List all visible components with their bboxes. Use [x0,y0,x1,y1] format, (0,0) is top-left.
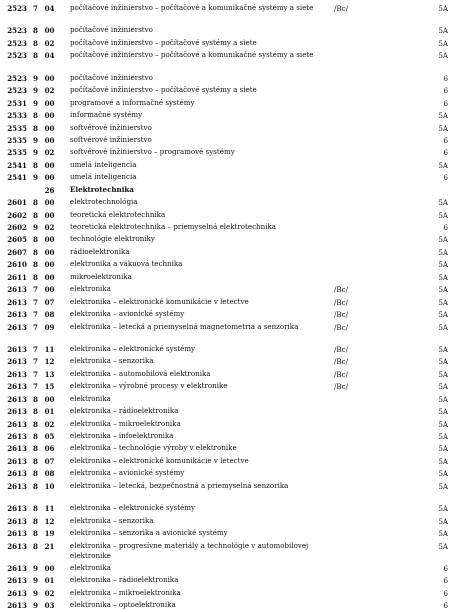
programme-level-digit: 8 [33,407,38,417]
isced-level: 5A [438,247,448,257]
programme-variant: 00 [44,247,55,257]
programme-variant: 02 [44,223,55,232]
programme-variant: 00 [44,160,55,170]
programme-name: elektronika [70,562,111,572]
programme-name: počítačové inžinierstvo – počítačové systémy a siete [70,85,257,95]
programme-name: elektronika – elektronické komunikácie v letectve [70,296,249,306]
programme-code: 2613 [7,322,27,332]
table-row [0,97,457,109]
programme-code: 2613 [7,419,27,429]
programme-name: teoretická elektrotechnika – priemyselná elektrotechnika [70,222,276,231]
programme-name: elektrotechnológia [70,197,138,207]
programme-level-digit: 9 [33,601,38,611]
table-row [0,442,457,454]
programme-name: elektronika – progresívne materiály a technológie v automobilovej elektronike [70,540,309,560]
programme-variant: 00 [44,198,55,208]
programme-name: počítačové inžinierstvo – počítačové a komunikačné systémy a siete [70,50,314,60]
table-row [0,455,457,467]
programme-code: 2613 [7,382,27,392]
programme-level-digit: 8 [33,260,38,270]
isced-level: 5A [438,432,448,441]
programme-name: elektronika – infoelektronika [70,431,174,440]
programme-code: 2613 [7,541,27,551]
isced-level: 5A [438,541,448,551]
table-row [0,380,457,392]
section-header-row [0,184,457,196]
isced-level: 5A [438,419,448,429]
programme-level-digit: 9 [33,73,38,83]
programme-code: 2535 [7,135,27,145]
table-row [0,393,457,405]
programme-name: elektronika – letecká a priemyselná magnetometria a senzorika [70,321,299,331]
programme-level-digit: 7 [33,297,38,307]
programme-code: 2535 [7,123,27,133]
programme-level-digit: 8 [33,469,38,479]
programme-variant: 00 [44,173,55,183]
programme-name: Elektrotechnika [70,184,134,194]
isced-level: 5A [438,469,448,479]
programme-code: 2523 [7,38,27,48]
programme-variant: 00 [44,285,55,295]
table-row [0,430,457,442]
programme-name: teoretická elektrotechnika [70,209,166,219]
table-row [0,296,457,308]
programme-variant: 19 [44,529,55,539]
programme-level-digit: 8 [33,419,38,429]
programme-code: 2541 [7,173,27,183]
isced-level: 6 [443,86,448,96]
isced-level: 5A [438,382,448,392]
programme-code: 2613 [7,588,27,598]
table-row [0,540,457,562]
isced-level: 6 [443,576,448,586]
degree-flag: /Bc/ [334,297,348,307]
programme-level-digit: 9 [33,576,38,586]
table-row [0,233,457,245]
programme-variant: 05 [44,432,55,441]
programme-variant: 02 [44,38,55,48]
programme-code: 2613 [7,529,27,539]
programme-variant: 04 [44,4,55,13]
programme-variant: 00 [44,26,55,36]
isced-level: 5A [438,407,448,417]
programme-level-digit: 8 [33,38,38,48]
table-row [0,355,457,367]
table-row [0,515,457,527]
programme-name: mikroelektronika [70,271,132,281]
programme-level-digit: 8 [33,394,38,404]
programme-level-digit: 8 [33,111,38,121]
table-row [0,271,457,283]
programme-level-digit: 7 [33,357,38,367]
programme-variant: 02 [44,86,55,96]
programme-code: 2601 [7,198,27,208]
programme-variant: 12 [44,357,55,367]
programme-level-digit: 8 [33,210,38,220]
programme-name: elektronika – elektronické komunikácie v letectve [70,455,249,465]
programme-variant: 21 [44,541,55,551]
programme-variant: 02 [44,588,55,598]
programme-level-digit: 8 [33,51,38,61]
programme-name: elektronika – avionické systémy [70,468,185,478]
table-row [0,405,457,417]
isced-level: 5A [438,444,448,454]
isced-level: 5A [438,357,448,367]
programme-level-digit: 7 [33,285,38,295]
programme-code: 2533 [7,111,27,121]
isced-level: 5A [438,123,448,133]
programme-variant: 03 [44,601,55,611]
programme-name: elektronika – rádioelektronika [70,575,179,585]
programme-variant: 15 [44,382,55,392]
programme-name: počítačové inžinierstvo – počítačové a komunikačné systémy a siete [70,3,314,12]
degree-flag: /Bc/ [334,310,348,320]
programme-name: elektronika – mikroelektronika [70,418,181,428]
programme-name: umelá inteligencia [70,172,137,182]
programme-level-digit: 7 [33,322,38,332]
programme-code: 2523 [7,26,27,36]
table-row [0,599,457,611]
programme-variant: 01 [44,576,55,586]
table-row [0,134,457,146]
programme-variant: 00 [44,563,55,573]
degree-flag: /Bc/ [334,4,348,13]
programme-level-digit: 8 [33,529,38,539]
table-row [0,122,457,134]
table-row [0,308,457,320]
programme-code: 2613 [7,601,27,611]
programme-code: 2605 [7,235,27,245]
isced-level: 5A [438,504,448,514]
isced-level: 5A [438,297,448,307]
table-row [0,2,457,24]
table-row [0,467,457,479]
table-row [0,49,457,71]
isced-level: 5A [438,210,448,220]
programme-code: 2523 [7,51,27,61]
programme-name: elektronika [70,284,111,294]
programme-name: elektronika [70,393,111,403]
programme-level-digit: 8 [33,516,38,526]
programme-variant: 00 [44,73,55,83]
programme-name: softvérové inžinierstvo – programové systémy [70,147,235,157]
isced-level: 6 [443,601,448,611]
programme-level-digit: 8 [33,247,38,257]
isced-level: 6 [443,135,448,145]
isced-level: 5A [438,26,448,36]
programme-name: počítačové inžinierstvo – počítačové systémy a siete [70,37,257,47]
programme-level-digit: 8 [33,481,38,491]
programme-code: 2523 [7,4,27,13]
isced-level: 5A [438,260,448,270]
table-row [0,209,457,221]
isced-level: 5A [438,4,448,13]
degree-flag: /Bc/ [334,369,348,379]
programme-code: 2613 [7,394,27,404]
isced-level: 5A [438,38,448,48]
programme-variant: 09 [44,322,55,332]
programme-variant: 11 [44,344,55,354]
table-row [0,527,457,539]
table-row [0,502,457,514]
programme-level-digit: 7 [33,310,38,320]
programme-name: elektronika – senzorika [70,356,154,366]
programme-name: elektronika – rádioelektronika [70,406,179,416]
programme-code: 2613 [7,456,27,466]
programme-name: umelá inteligencia [70,159,137,169]
isced-level: 6 [443,223,448,232]
isced-level: 5A [438,516,448,526]
programme-variant: 00 [44,123,55,133]
isced-level: 6 [443,98,448,108]
programme-name: počítačové inžinierstvo [70,25,153,35]
table-row [0,587,457,599]
isced-level: 6 [443,588,448,598]
isced-level: 5A [438,285,448,295]
isced-level: 5A [438,456,448,466]
programme-name: počítačové inžinierstvo [70,72,153,82]
programme-code: 2613 [7,285,27,295]
programme-variant: 11 [44,504,55,514]
isced-level: 5A [438,369,448,379]
isced-level: 5A [438,344,448,354]
table-row [0,480,457,502]
programme-level-digit: 9 [33,86,38,96]
programme-level-digit: 7 [33,369,38,379]
programme-code: 2613 [7,481,27,491]
programme-code: 2613 [7,516,27,526]
programme-name: elektronika – senzorika [70,515,154,525]
programme-code: 2613 [7,469,27,479]
programme-name: elektronika – elektronické systémy [70,343,196,353]
isced-level: 5A [438,529,448,539]
programme-level-digit: 7 [33,382,38,392]
programme-variant: 01 [44,407,55,417]
table-row [0,418,457,430]
table-row [0,159,457,171]
programme-level-digit: 8 [33,432,38,441]
programme-level-digit: 7 [33,4,38,13]
programme-level-digit: 8 [33,160,38,170]
programme-name: informačné systémy [70,110,143,120]
isced-level: 5A [438,51,448,61]
degree-flag: /Bc/ [334,382,348,392]
table-row [0,258,457,270]
programme-variant: 00 [44,111,55,121]
programme-code: 2613 [7,563,27,573]
isced-level: 5A [438,394,448,404]
programme-code: 2613 [7,297,27,307]
isced-level: 5A [438,235,448,245]
table-row [0,171,457,183]
isced-level: 5A [438,111,448,121]
programme-name: elektronika – senzorika a avionické systémy [70,528,228,538]
programme-level-digit: 8 [33,541,38,551]
programme-variant: 00 [44,98,55,108]
programme-level-digit: 8 [33,456,38,466]
table-row [0,343,457,355]
programme-level-digit: 9 [33,135,38,145]
programme-level-digit: 9 [33,173,38,183]
programme-code: 2535 [7,148,27,158]
programme-code: 2613 [7,407,27,417]
programme-level-digit: 9 [33,98,38,108]
isced-level: 6 [443,73,448,83]
programme-name: rádioelektronika [70,246,130,256]
programme-variant: 08 [44,310,55,320]
table-row [0,37,457,49]
programme-name: elektronika a vákuová technika [70,259,183,269]
table-row [0,109,457,121]
programme-level-digit: 7 [33,344,38,354]
table-row [0,221,457,233]
programme-variant: 00 [44,394,55,404]
programme-level-digit: 8 [33,444,38,454]
programme-name: elektronika – letecká, bezpečnostná a priemyselná senzorika [70,480,289,490]
table-row [0,562,457,574]
table-row [0,84,457,96]
programme-level-digit: 8 [33,235,38,245]
degree-flag: /Bc/ [334,322,348,332]
programme-variant: 12 [44,516,55,526]
programme-level-digit: 8 [33,26,38,36]
programme-variant: 00 [44,135,55,145]
programme-code: 2611 [7,272,27,282]
programme-code: 2613 [7,504,27,514]
isced-level: 5A [438,322,448,332]
programme-code: 2607 [7,247,27,257]
programme-variant: 26 [44,185,55,195]
table-row [0,368,457,380]
programme-code: 2613 [7,432,27,441]
programme-variant: 07 [44,297,55,307]
isced-level: 5A [438,481,448,491]
isced-level: 6 [443,173,448,183]
programme-variant: 00 [44,260,55,270]
programme-name: technológie elektroniky [70,234,155,244]
table-row [0,24,457,36]
degree-flag: /Bc/ [334,357,348,367]
programme-code: 2613 [7,357,27,367]
programme-code: 2541 [7,160,27,170]
programme-level-digit: 9 [33,588,38,598]
programme-variant: 06 [44,444,55,454]
programme-level-digit: 9 [33,148,38,158]
programme-code: 2613 [7,344,27,354]
programme-name: elektronika – technológie výroby v elektronike [70,443,237,453]
programme-name: elektronika – elektronické systémy [70,503,196,513]
programme-name: softvérové inžinierstvo [70,134,152,144]
programme-level-digit: 8 [33,504,38,514]
programme-variant: 02 [44,419,55,429]
programme-name: elektronika – automobilová elektronika [70,368,211,378]
programme-name: elektronika – optoelektronika [70,600,176,610]
degree-flag: /Bc/ [334,285,348,295]
programme-level-digit: 9 [33,223,38,232]
programme-code: 2613 [7,369,27,379]
programme-level-digit: 9 [33,563,38,573]
table-row [0,146,457,158]
isced-level: 5A [438,198,448,208]
programme-code: 2523 [7,73,27,83]
programme-code: 2613 [7,576,27,586]
programme-code: 2613 [7,444,27,454]
isced-level: 6 [443,563,448,573]
programme-code: 2531 [7,98,27,108]
programme-code: 2523 [7,86,27,96]
programme-name: elektronika – výrobné procesy v elektronike [70,381,228,391]
programme-code: 2602 [7,223,27,232]
table-row [0,246,457,258]
programme-name: softvérové inžinierstvo [70,122,152,132]
programme-level-digit: 8 [33,272,38,282]
isced-level: 5A [438,160,448,170]
isced-level: 6 [443,148,448,158]
isced-level: 5A [438,310,448,320]
programme-variant: 04 [44,51,55,61]
table-row [0,283,457,295]
programme-name: programové a informačné systémy [70,97,195,107]
programme-variant: 08 [44,469,55,479]
programme-variant: 00 [44,235,55,245]
programme-name: elektronika – avionické systémy [70,309,185,319]
programme-variant: 00 [44,210,55,220]
programme-variant: 13 [44,369,55,379]
programme-variant: 00 [44,272,55,282]
programme-level-digit: 8 [33,198,38,208]
study-programme-list [0,2,457,612]
programme-code: 2610 [7,260,27,270]
isced-level: 5A [438,272,448,282]
programme-code: 2613 [7,310,27,320]
programme-name: elektronika – mikroelektronika [70,587,181,597]
programme-level-digit: 8 [33,123,38,133]
programme-variant: 02 [44,148,55,158]
table-row [0,72,457,84]
degree-flag: /Bc/ [334,344,348,354]
table-row [0,574,457,586]
programme-code: 2602 [7,210,27,220]
table-row [0,321,457,343]
programme-variant: 07 [44,456,55,466]
table-row [0,196,457,208]
programme-variant: 10 [44,481,55,491]
